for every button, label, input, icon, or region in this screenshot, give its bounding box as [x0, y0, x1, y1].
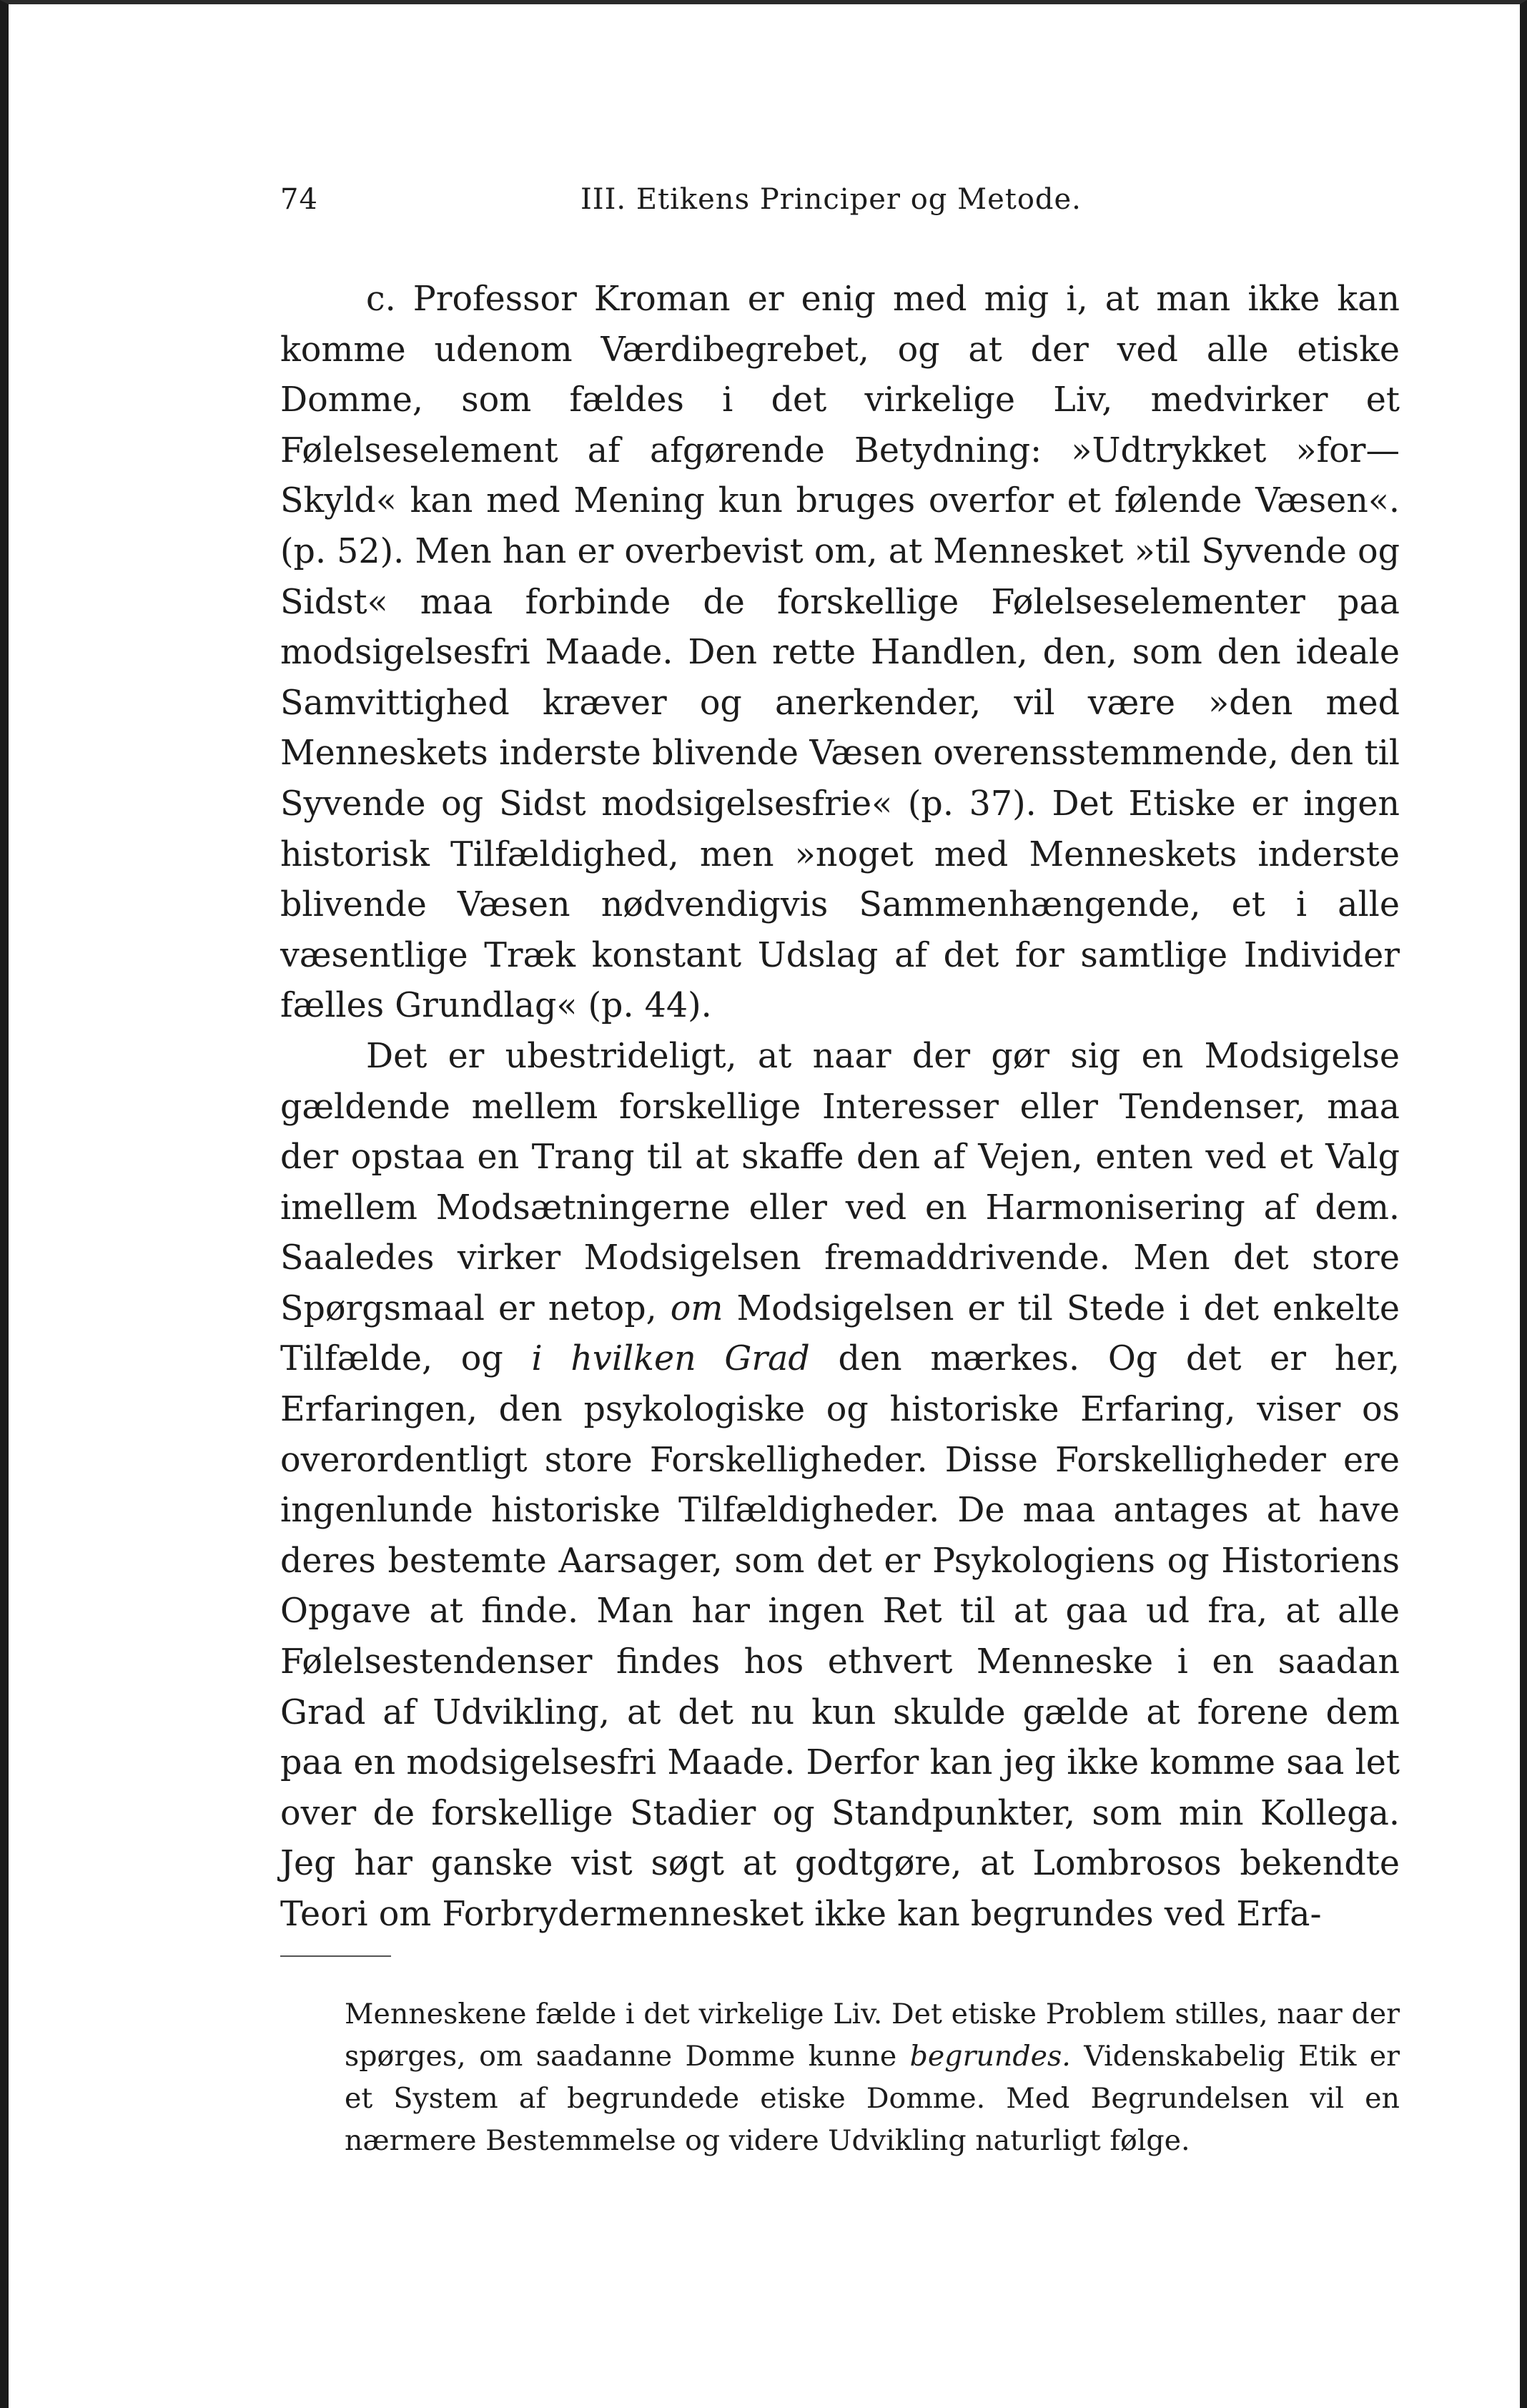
page-number: 74: [280, 183, 318, 216]
footnote: [345, 1993, 1400, 2162]
footnote-part-b: Videnskabelig Etik er et System af begrundede etiske Domme. Med Begrundelsen vil en nærmere Bestemmelse og videre Udvikling naturligt følge.: [345, 2040, 1400, 2157]
paragraph-2-part-a: Det er ubestrideligt, at naar der gør sig en Modsigelse gældende mellem forskellige Interesser eller Tendenser, maa der opstaa en Trang til at skaffe den af Vejen, enten ved et Valg imellem Modsætningerne eller ved en Harmonisering af dem. Saaledes virker Modsigelsen fremaddrivende. Men det store Spørgsmaal er netop,: [280, 1036, 1400, 1328]
footnote-divider: [280, 1955, 391, 1957]
emphasis-om: om: [670, 1288, 723, 1328]
footnote-paragraph: [345, 1993, 1400, 2162]
main-text: [280, 275, 1400, 1940]
page-bottom-edge: [9, 2379, 1520, 2408]
paragraph-2: [280, 1032, 1400, 1940]
running-title: III. Etikens Principer og Metode.: [580, 183, 1082, 216]
running-header: [280, 183, 1400, 233]
paragraph-2-part-c: den mærkes. Og det er her, Erfaringen, den psykologiske og historiske Erfaring, viser os overordentligt store Forskelligheder. Disse Forskelligheder ere ingenlunde historiske Tilfældigheder. De maa antages at have deres bestemte Aarsager, som det er Psykologiens og Historiens Opgave at finde. Man har ingen Ret til at gaa ud fra, at alle Følelsestendenser findes hos ethvert Menneske i en saadan Grad af Udvikling, at det nu kun skulde gælde at forene dem paa en modsigelsesfri Maade. Derfor kan jeg ikke komme saa let over de forskellige Stadier og Standpunkter, som min Kollega. Jeg har ganske vist søgt at godtgøre, at Lombrosos bekendte Teori om Forbrydermennesket ikke kan begrundes ved Erfa-: [280, 1339, 1400, 1934]
paragraph-2-part-b: Modsigelsen er til Stede i det enkelte Tilfælde, og: [280, 1288, 1400, 1379]
footnote-part-a: Menneskene fælde i det virkelige Liv. Det etiske Problem stilles, naar der spørges, om saadanne Domme kunne: [345, 1998, 1400, 2073]
footnote-emphasis: begrundes.: [909, 2040, 1071, 2073]
emphasis-i-hvilken-grad: i hvilken Grad: [531, 1339, 810, 1379]
paragraph-1: c. Professor Kroman er enig med mig i, at man ikke kan komme udenom Værdibegrebet, og at der ved alle etiske Domme, som fældes i det virkelige Liv, medvirker et Følelseselement af afgørende Betydning: »Udtrykket »for—Skyld« kan med Mening kun bruges overfor et følende Væsen«. (p. 52). Men han er overbevist om, at Mennesket »til Syvende og Sidst« maa forbinde de forskellige Følelseselementer paa modsigelsesfri Maade. Den rette Handlen, den, som den ideale Samvittighed kræver og anerkender, vil være »den med Menneskets inderste blivende Væsen overensstemmende, den til Syvende og Sidst modsigelsesfrie« (p. 37). Det Etiske er ingen historisk Tilfældighed, men »noget med Menneskets inderste blivende Væsen nødvendigvis Sammenhængende, et i alle væsentlige Træk konstant Udslag af det for samtlige Individer fælles Grundlag« (p. 44).: [280, 280, 1400, 1026]
